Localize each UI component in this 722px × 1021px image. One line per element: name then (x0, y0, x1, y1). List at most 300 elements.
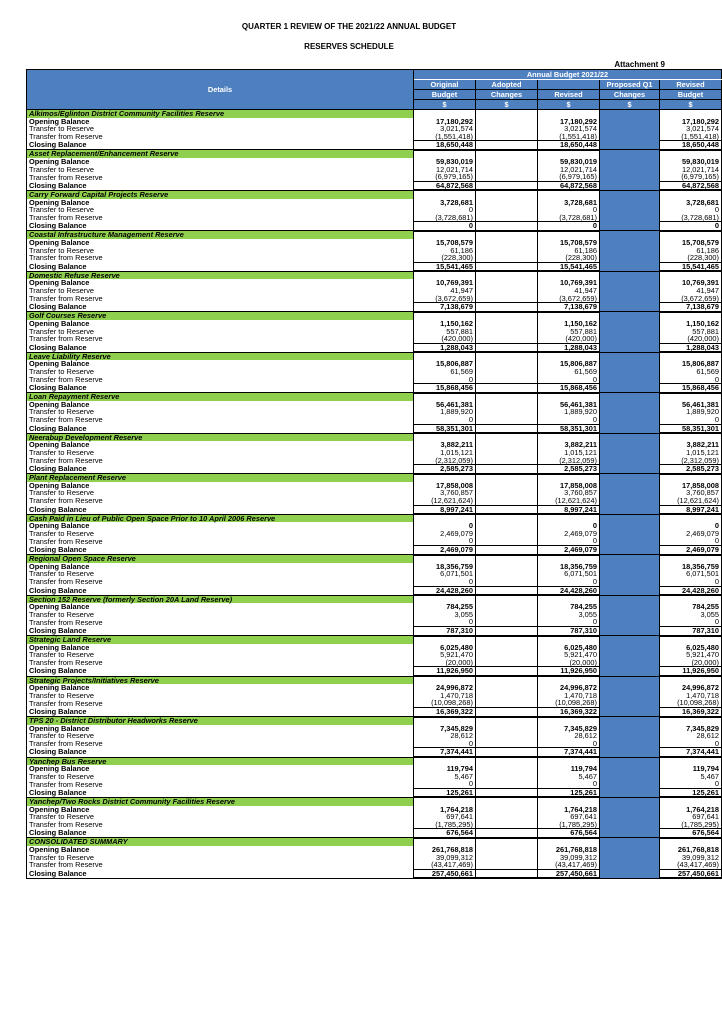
table-row (27, 530, 722, 538)
proposed-value (600, 416, 660, 424)
adopted-value (476, 295, 538, 303)
reserve-name: Yanchep/Two Rocks District Community Facilities Reserve (27, 797, 414, 805)
opening-label: Opening Balance (27, 684, 414, 692)
reserve-name: Domestic Refuse Reserve (27, 271, 414, 279)
transfer-to-label: Transfer to Reserve (27, 651, 414, 659)
revised-budget-value: 1,470,718 (660, 692, 722, 700)
transfer-from-label: Transfer from Reserve (27, 699, 414, 707)
closing-label: Closing Balance (27, 869, 414, 878)
original-value: 11,926,950 (414, 667, 476, 676)
empty-cell (476, 110, 538, 118)
revised-budget-value: 1,015,121 (660, 449, 722, 457)
reserve-name: Cash Paid in Lieu of Public Open Space Prior to 10 April 2006 Reserve (27, 514, 414, 522)
reserve-section-header (27, 474, 722, 482)
revised-budget-value: 3,728,681 (660, 199, 722, 207)
revised-value: (2,312,059) (538, 457, 600, 465)
proposed-value (600, 537, 660, 545)
proposed-value (600, 522, 660, 530)
proposed-value (600, 166, 660, 174)
proposed-value (600, 408, 660, 416)
adopted-value (476, 765, 538, 773)
table-row (27, 173, 722, 181)
revised-budget-value: 3,055 (660, 611, 722, 619)
adopted-value (476, 239, 538, 247)
table-row (27, 416, 722, 424)
proposed-value (600, 279, 660, 287)
table-row (27, 821, 722, 829)
revised-budget-value: 58,351,301 (660, 424, 722, 433)
table-row (27, 287, 722, 295)
table-row (27, 489, 722, 497)
proposed-value (600, 173, 660, 181)
revised-value: 6,071,501 (538, 570, 600, 578)
empty-cell (600, 514, 660, 522)
reserve-name: Carry Forward Capital Projects Reserve (27, 190, 414, 198)
empty-cell (600, 352, 660, 360)
revised-budget-value: 257,450,661 (660, 869, 722, 878)
adopted-value (476, 740, 538, 748)
table-row (27, 522, 722, 530)
proposed-value (600, 806, 660, 814)
original-value: (3,728,681) (414, 214, 476, 222)
revised-value: 15,541,465 (538, 262, 600, 271)
adopted-value (476, 699, 538, 707)
table-row (27, 667, 722, 676)
adopted-value (476, 376, 538, 384)
revised-budget-value: 15,868,456 (660, 384, 722, 393)
proposed-value (600, 206, 660, 214)
adopted-value (476, 206, 538, 214)
revised-value: 3,760,857 (538, 489, 600, 497)
reserve-name: Neerabup Development Reserve (27, 433, 414, 441)
proposed-value (600, 262, 660, 271)
revised-budget-value: (2,312,059) (660, 457, 722, 465)
closing-label: Closing Balance (27, 222, 414, 231)
transfer-to-label: Transfer to Reserve (27, 773, 414, 781)
revised-value: 58,351,301 (538, 424, 600, 433)
reserve-name: Strategic Land Reserve (27, 636, 414, 644)
table-row (27, 869, 722, 878)
transfer-to-label: Transfer to Reserve (27, 125, 414, 133)
reserve-section-header (27, 717, 722, 725)
revised-budget-value: (3,728,681) (660, 214, 722, 222)
transfer-to-label: Transfer to Reserve (27, 570, 414, 578)
original-value: 61,569 (414, 368, 476, 376)
revised-value: 41,947 (538, 287, 600, 295)
original-header-1: Original (414, 80, 476, 90)
original-value: (3,672,659) (414, 295, 476, 303)
empty-cell (476, 838, 538, 846)
table-row (27, 303, 722, 312)
opening-label: Opening Balance (27, 441, 414, 449)
revised-budget-value: 16,369,322 (660, 707, 722, 716)
revised-budget-value: 787,310 (660, 627, 722, 636)
proposed-value (600, 247, 660, 255)
opening-label: Opening Balance (27, 725, 414, 733)
revised-budget-value: 64,872,568 (660, 181, 722, 190)
empty-cell (600, 717, 660, 725)
revised-value: 15,708,579 (538, 239, 600, 247)
original-value: 7,138,679 (414, 303, 476, 312)
table-row (27, 384, 722, 393)
opening-label: Opening Balance (27, 279, 414, 287)
revised-value: (1,785,295) (538, 821, 600, 829)
adopted-value (476, 627, 538, 636)
adopted-value (476, 181, 538, 190)
transfer-from-label: Transfer from Reserve (27, 416, 414, 424)
adopted-value (476, 748, 538, 757)
revised-budget-value: (10,098,268) (660, 699, 722, 707)
revised-value: 10,769,391 (538, 279, 600, 287)
adopted-value (476, 343, 538, 352)
empty-cell (600, 636, 660, 644)
adopted-value (476, 214, 538, 222)
empty-cell (476, 271, 538, 279)
revised-value: 0 (538, 578, 600, 586)
empty-cell (600, 757, 660, 765)
revised-budget-value: 0 (660, 416, 722, 424)
closing-label: Closing Balance (27, 667, 414, 676)
revised-budget-value: 39,099,312 (660, 854, 722, 862)
transfer-from-label: Transfer from Reserve (27, 618, 414, 626)
revised-budget-value: 61,569 (660, 368, 722, 376)
adopted-value (476, 667, 538, 676)
revised-value: 6,025,480 (538, 644, 600, 652)
reserve-section-header (27, 555, 722, 563)
empty-cell (600, 797, 660, 805)
adopted-value (476, 254, 538, 262)
proposed-value (600, 603, 660, 611)
revised-value: 0 (538, 206, 600, 214)
proposed-value (600, 846, 660, 854)
adopted-value (476, 279, 538, 287)
reserve-name: Asset Replacement/Enhancement Reserve (27, 150, 414, 158)
revised-value: 11,926,950 (538, 667, 600, 676)
original-value: 5,921,470 (414, 651, 476, 659)
table-row (27, 861, 722, 869)
reserve-name: CONSOLIDATED SUMMARY (27, 838, 414, 846)
original-value: (420,000) (414, 335, 476, 343)
proposed-value (600, 699, 660, 707)
revised-budget-value: 6,025,480 (660, 644, 722, 652)
reserve-section-header (27, 838, 722, 846)
table-row (27, 199, 722, 207)
proposed-header-1: Proposed Q1 (600, 80, 660, 90)
proposed-value (600, 449, 660, 457)
original-value: (6,979,165) (414, 173, 476, 181)
revised-budget-currency: $ (660, 100, 722, 110)
table-row (27, 158, 722, 166)
reserve-name: Yanchep Bus Reserve (27, 757, 414, 765)
reserve-name: TPS 20 - District Distributor Headworks Reserve (27, 717, 414, 725)
original-value: 2,469,079 (414, 546, 476, 555)
proposed-value (600, 659, 660, 667)
revised-value: 61,186 (538, 247, 600, 255)
original-value: 28,612 (414, 732, 476, 740)
revised-budget-value: 5,921,470 (660, 651, 722, 659)
revised-budget-value: 697,641 (660, 813, 722, 821)
revised-value: 676,564 (538, 829, 600, 838)
original-value: 12,021,714 (414, 166, 476, 174)
table-row (27, 214, 722, 222)
original-value: 697,641 (414, 813, 476, 821)
proposed-value (600, 199, 660, 207)
revised-value: 1,889,920 (538, 408, 600, 416)
annual-budget-header: Annual Budget 2021/22 (414, 70, 722, 80)
original-value: 261,768,818 (414, 846, 476, 854)
revised-budget-value: 2,469,079 (660, 546, 722, 555)
revised-value: 16,369,322 (538, 707, 600, 716)
table-row (27, 457, 722, 465)
table-row (27, 320, 722, 328)
transfer-from-label: Transfer from Reserve (27, 335, 414, 343)
adopted-value (476, 692, 538, 700)
proposed-value (600, 125, 660, 133)
revised-budget-value: (1,785,295) (660, 821, 722, 829)
original-value: (20,000) (414, 659, 476, 667)
table-row (27, 765, 722, 773)
adopted-value (476, 360, 538, 368)
original-value: 6,025,480 (414, 644, 476, 652)
empty-cell (600, 312, 660, 320)
revised-value: 697,641 (538, 813, 600, 821)
transfer-from-label: Transfer from Reserve (27, 659, 414, 667)
adopted-value (476, 368, 538, 376)
original-header-2: Budget (414, 90, 476, 100)
revised-value: 24,428,260 (538, 586, 600, 595)
opening-label: Opening Balance (27, 401, 414, 409)
empty-cell (476, 717, 538, 725)
transfer-to-label: Transfer to Reserve (27, 166, 414, 174)
closing-label: Closing Balance (27, 505, 414, 514)
table-row (27, 424, 722, 433)
adopted-value (476, 408, 538, 416)
reserve-section-header (27, 190, 722, 198)
closing-label: Closing Balance (27, 788, 414, 797)
adopted-value (476, 262, 538, 271)
revised-value: 1,288,043 (538, 343, 600, 352)
reserve-section-header (27, 110, 722, 118)
revised-budget-value: 41,947 (660, 287, 722, 295)
empty-cell (476, 676, 538, 684)
opening-label: Opening Balance (27, 158, 414, 166)
proposed-value (600, 343, 660, 352)
original-value: 0 (414, 537, 476, 545)
original-value: (12,621,624) (414, 497, 476, 505)
proposed-value (600, 497, 660, 505)
revised-budget-value: (43,417,469) (660, 861, 722, 869)
adopted-value (476, 141, 538, 150)
proposed-value (600, 368, 660, 376)
revised-budget-value: 8,997,241 (660, 505, 722, 514)
proposed-value (600, 546, 660, 555)
empty-cell (600, 190, 660, 198)
original-value: 56,461,381 (414, 401, 476, 409)
empty-cell (476, 190, 538, 198)
transfer-to-label: Transfer to Reserve (27, 611, 414, 619)
transfer-from-label: Transfer from Reserve (27, 295, 414, 303)
proposed-value (600, 788, 660, 797)
table-row (27, 644, 722, 652)
proposed-value (600, 773, 660, 781)
empty-cell (476, 636, 538, 644)
proposed-value (600, 861, 660, 869)
proposed-value (600, 384, 660, 393)
adopted-value (476, 133, 538, 141)
empty-cell (538, 514, 600, 522)
closing-label: Closing Balance (27, 262, 414, 271)
revised-value: 119,794 (538, 765, 600, 773)
empty-cell (476, 231, 538, 239)
adopted-value (476, 489, 538, 497)
adopted-value (476, 586, 538, 595)
transfer-to-label: Transfer to Reserve (27, 247, 414, 255)
original-value: 1,150,162 (414, 320, 476, 328)
original-value: 0 (414, 780, 476, 788)
empty-cell (476, 595, 538, 603)
table-row (27, 780, 722, 788)
revised-value: 0 (538, 740, 600, 748)
opening-label: Opening Balance (27, 846, 414, 854)
original-value: 17,180,292 (414, 118, 476, 126)
proposed-value (600, 586, 660, 595)
table-row (27, 295, 722, 303)
table-row (27, 239, 722, 247)
table-row (27, 441, 722, 449)
empty-cell (600, 595, 660, 603)
table-row (27, 570, 722, 578)
proposed-value (600, 441, 660, 449)
closing-label: Closing Balance (27, 707, 414, 716)
table-row (27, 247, 722, 255)
table-row (27, 368, 722, 376)
proposed-header-2: Changes (600, 90, 660, 100)
revised-budget-value: 28,612 (660, 732, 722, 740)
revised-value: 1,150,162 (538, 320, 600, 328)
original-value: 8,997,241 (414, 505, 476, 514)
original-value: 0 (414, 416, 476, 424)
revised-value: 64,872,568 (538, 181, 600, 190)
reserve-section-header (27, 595, 722, 603)
original-value: 39,099,312 (414, 854, 476, 862)
adopted-value (476, 335, 538, 343)
revised-value: 17,858,008 (538, 482, 600, 490)
revised-budget-value: 0 (660, 222, 722, 231)
revised-value: 15,868,456 (538, 384, 600, 393)
proposed-value (600, 740, 660, 748)
empty-cell (476, 433, 538, 441)
revised-budget-value: 0 (660, 740, 722, 748)
original-value: 784,255 (414, 603, 476, 611)
revised-value: 2,469,079 (538, 546, 600, 555)
adopted-value (476, 497, 538, 505)
reserve-name: Loan Repayment Reserve (27, 393, 414, 401)
empty-cell (476, 514, 538, 522)
revised-value: 0 (538, 618, 600, 626)
empty-cell (600, 271, 660, 279)
revised-budget-value: 676,564 (660, 829, 722, 838)
revised-header-2: Revised (538, 90, 600, 100)
adopted-value (476, 118, 538, 126)
reserve-name: Regional Open Space Reserve (27, 555, 414, 563)
revised-value: 1,470,718 (538, 692, 600, 700)
proposed-value (600, 765, 660, 773)
reserve-section-header (27, 676, 722, 684)
proposed-value (600, 181, 660, 190)
opening-label: Opening Balance (27, 199, 414, 207)
table-row (27, 806, 722, 814)
revised-value: 5,467 (538, 773, 600, 781)
original-value: 257,450,661 (414, 869, 476, 878)
proposed-value (600, 133, 660, 141)
table-row (27, 725, 722, 733)
revised-value: 61,569 (538, 368, 600, 376)
proposed-value (600, 725, 660, 733)
revised-budget-value: 15,708,579 (660, 239, 722, 247)
revised-budget-value: 7,345,829 (660, 725, 722, 733)
closing-label: Closing Balance (27, 181, 414, 190)
reserve-name: Section 152 Reserve (formerly Section 20A Land Reserve) (27, 595, 414, 603)
revised-value: 3,055 (538, 611, 600, 619)
adopted-value (476, 854, 538, 862)
reserve-name: Plant Replacement Reserve (27, 474, 414, 482)
revised-budget-value: 784,255 (660, 603, 722, 611)
adopted-value (476, 401, 538, 409)
revised-budget-value: (12,621,624) (660, 497, 722, 505)
adopted-value (476, 158, 538, 166)
original-value: 1,889,920 (414, 408, 476, 416)
empty-cell (476, 393, 538, 401)
table-row (27, 537, 722, 545)
revised-value: 0 (538, 416, 600, 424)
details-header: Details (27, 70, 414, 110)
empty-cell (660, 514, 722, 522)
adopted-value (476, 773, 538, 781)
revised-value: 18,356,759 (538, 563, 600, 571)
original-value: 7,374,441 (414, 748, 476, 757)
original-value: 0 (414, 222, 476, 231)
original-value: 3,055 (414, 611, 476, 619)
table-row (27, 465, 722, 474)
revised-value: (20,000) (538, 659, 600, 667)
revised-value: 787,310 (538, 627, 600, 636)
revised-budget-value: 0 (660, 537, 722, 545)
proposed-value (600, 732, 660, 740)
revised-value: 17,180,292 (538, 118, 600, 126)
adopted-value (476, 424, 538, 433)
revised-value: 7,138,679 (538, 303, 600, 312)
original-value: 676,564 (414, 829, 476, 838)
revised-budget-value: 11,926,950 (660, 667, 722, 676)
original-currency: $ (414, 100, 476, 110)
transfer-from-label: Transfer from Reserve (27, 214, 414, 222)
original-value: 15,541,465 (414, 262, 476, 271)
revised-value: 261,768,818 (538, 846, 600, 854)
transfer-to-label: Transfer to Reserve (27, 368, 414, 376)
original-value: (1,551,418) (414, 133, 476, 141)
opening-label: Opening Balance (27, 239, 414, 247)
adopted-value (476, 457, 538, 465)
adopted-value (476, 813, 538, 821)
proposed-value (600, 335, 660, 343)
original-value: 0 (414, 740, 476, 748)
revised-budget-value: (228,300) (660, 254, 722, 262)
proposed-value (600, 489, 660, 497)
transfer-from-label: Transfer from Reserve (27, 173, 414, 181)
revised-budget-header-1: Revised (660, 80, 722, 90)
revised-value: (1,551,418) (538, 133, 600, 141)
adopted-header-1: Adopted (476, 80, 538, 90)
